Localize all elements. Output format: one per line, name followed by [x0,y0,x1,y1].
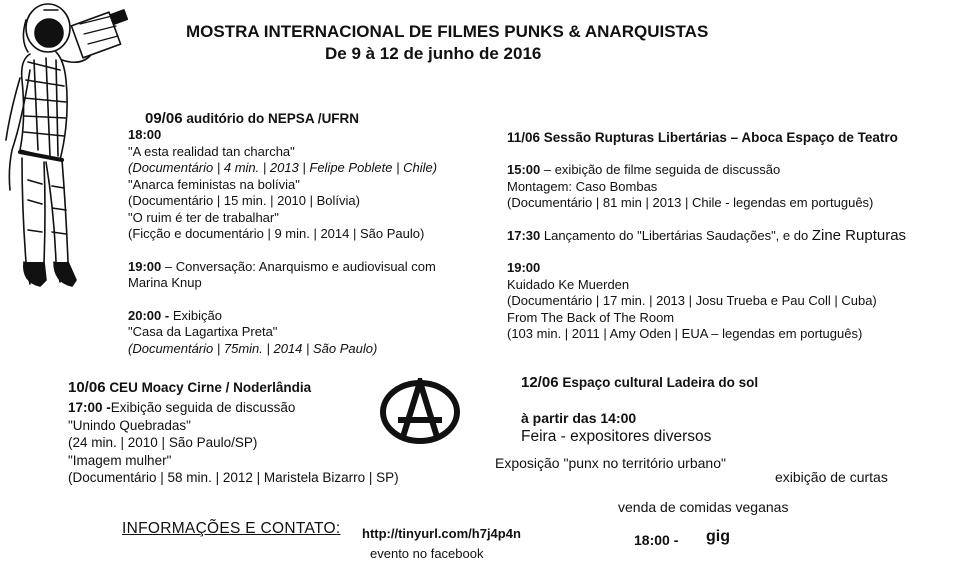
film-info: (Documentário | 4 min. | 2013 | Felipe Poblete | Chile) [128,160,438,175]
anarchy-symbol-icon [378,378,462,446]
day-1206-gig-time: 18:00 - [634,532,679,548]
day-0906-time-1800: 18:00 [128,127,162,142]
day-0906-time-2000: 20:00 - [128,307,170,323]
film-line: "Anarca feministas na bolívia" [128,176,300,192]
day-1006-heading [68,379,311,396]
film-line: "A esta realidad tan charcha" [128,143,295,159]
event-title: MOSTRA INTERNACIONAL DE FILMES PUNKS & ANARQUISTAS [186,22,709,41]
film-info: (Documentário | 75min. | 2014 | São Paulo) [128,340,378,356]
day-1106-time-1500: 15:00 [507,162,541,177]
day-1006-block [68,399,399,487]
exhibition-text: Exibição [169,307,222,323]
day-1206-heading [521,374,758,391]
day-1206-from: à partir das 14:00 [521,410,637,426]
day-1206-food: venda de comidas veganas [618,499,789,515]
film-line: "Imagem mulher" [68,452,172,468]
talk-speaker: Marina Knup [128,275,202,290]
film-info: (Documentário | 81 min | 2013 | Chile - legendas em português) [507,195,874,210]
day-1206-gig: gig [706,528,730,545]
film-line: From The Back of The Room [507,309,675,325]
day-1106-time-1730: 17:30 [507,227,541,243]
exhibition-line [128,308,437,325]
session-text: – exibição de filme seguida de discussão [540,162,781,177]
day-1006-time-1700: 17:00 - [68,400,111,415]
talk-text: – Conversação: Anarquismo e audiovisual com [161,258,436,274]
event-url-link[interactable]: http://tinyurl.com/h7j4p4n [362,526,521,541]
day-1106-time-1900: 19:00 [507,260,541,275]
film-line: Kuidado Ke Muerden [507,276,630,292]
session-text: Exibição seguida de discussão [110,400,296,415]
day-1206-date: 12/06 [521,374,559,391]
day-1006-place: CEU Moacy Cirne / Noderlândia [109,380,312,395]
session-line [68,399,399,417]
punk-figure-illustration [0,0,140,290]
day-1006-date: 10/06 [68,379,106,396]
day-0906-place: auditório do NEPSA /UFRN [186,111,360,126]
film-info: (103 min. | 2011 | Amy Oden | EUA – legendas em português) [507,326,863,341]
day-0906-block [128,127,437,357]
film-line: Montagem: Caso Bombas [507,178,658,194]
day-0906-heading [145,110,359,127]
event-dates: De 9 à 12 de junho de 2016 [325,44,542,63]
contact-label: INFORMAÇÕES E CONTATO: [122,520,341,537]
day-1206-place: Espaço cultural Ladeira do sol [562,375,759,390]
day-0906-time-1900: 19:00 [128,258,162,274]
session-line [507,162,906,179]
day-1206-fair: Feira - expositores diversos [521,428,712,445]
facebook-event-text: evento no facebook [370,546,484,561]
film-line: "Casa da Lagartixa Preta" [128,324,278,339]
zine-name: Zine Rupturas [811,226,907,244]
film-info: (24 min. | 2010 | São Paulo/SP) [68,435,258,450]
launch-text: Lançamento do "Libertárias Saudações", e do [540,227,812,243]
film-info: (Ficção e documentário | 9 min. | 2014 | São Paulo) [128,226,425,241]
launch-line [507,228,906,245]
day-1206-expo: Exposição "punx no território urbano" [495,455,726,471]
film-info: (Documentário | 17 min. | 2013 | Josu Trueba e Pau Coll | Cuba) [507,293,877,308]
film-line: "Unindo Quebradas" [68,417,191,433]
day-1106-block [507,162,906,343]
day-0906-date: 09/06 [145,110,183,127]
film-line: "O ruim é ter de trabalhar" [128,209,279,225]
talk-line [128,259,437,276]
day-1206-curtas: exibição de curtas [775,469,888,485]
film-info: (Documentário | 58 min. | 2012 | Maristela Bizarro | SP) [68,470,399,485]
film-info: (Documentário | 15 min. | 2010 | Bolívia) [128,193,360,208]
day-1106-heading: 11/06 Sessão Rupturas Libertárias – Aboca Espaço de Teatro [507,130,898,145]
